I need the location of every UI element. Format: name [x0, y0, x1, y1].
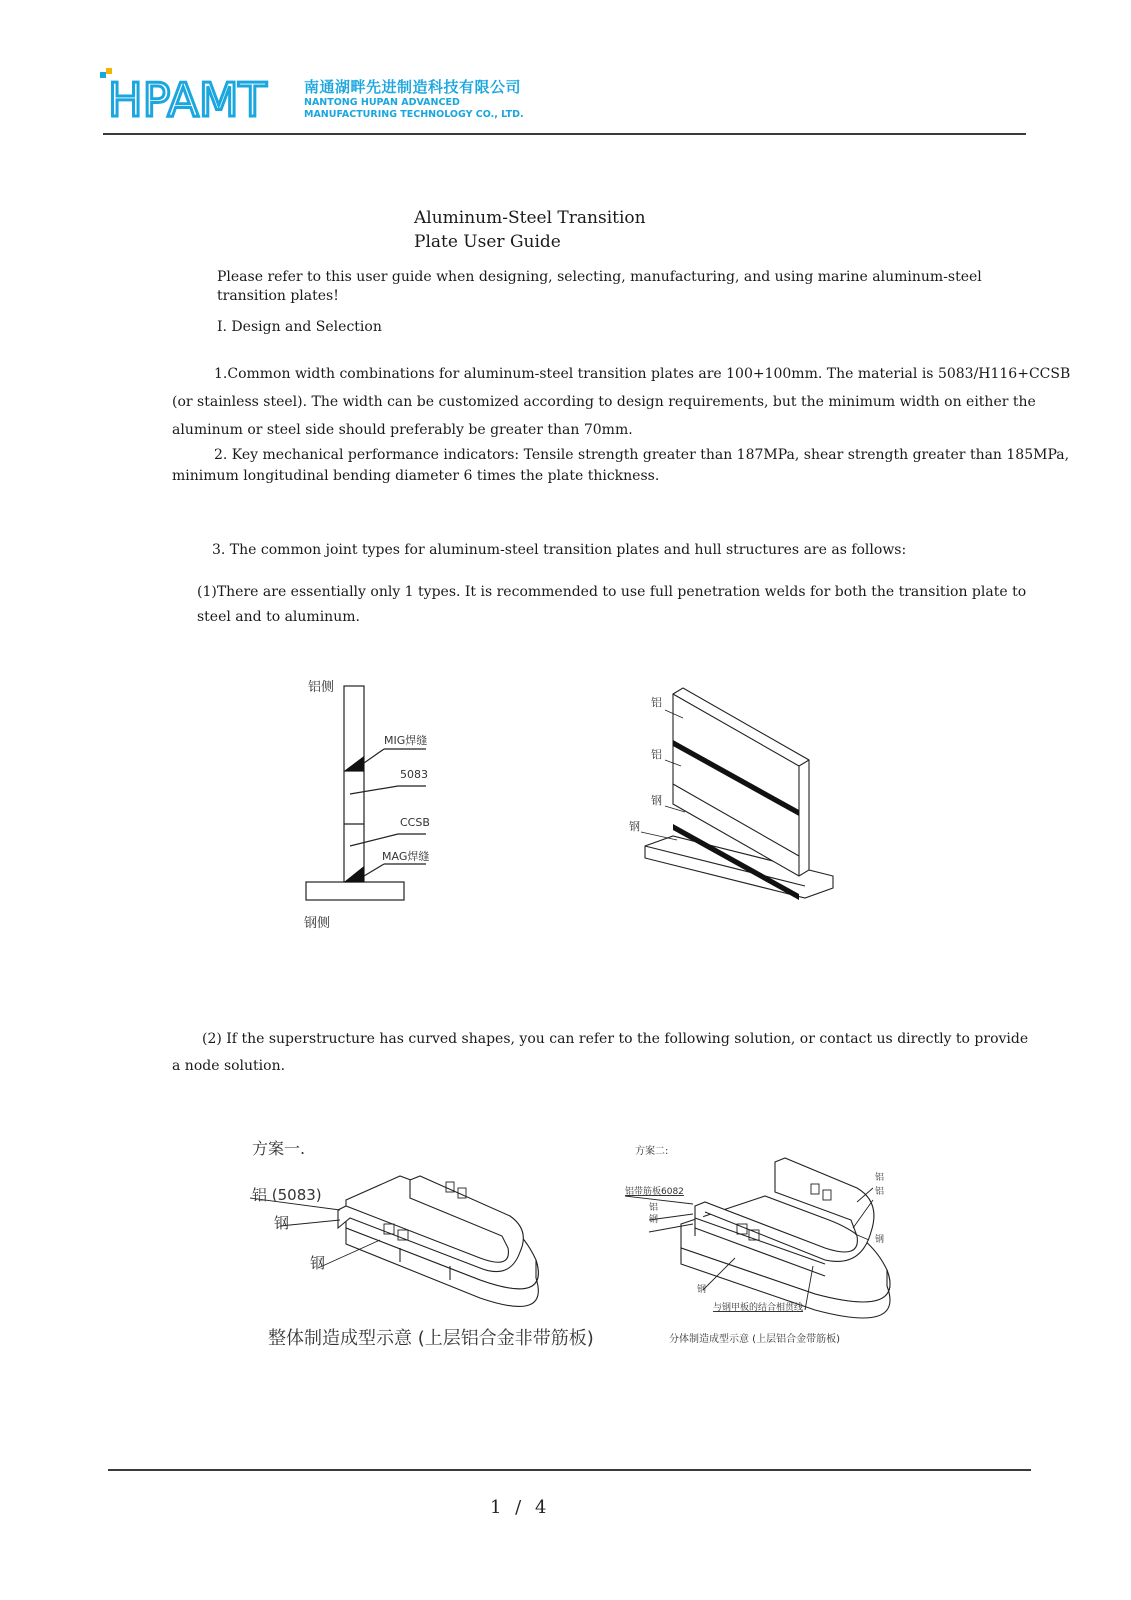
intro-paragraph: Please refer to this user guide when designing, selecting, manufacturing, and using marine aluminum-steel transition plates!	[217, 269, 982, 304]
label-right-al-1: 铝	[875, 1173, 885, 1183]
company-name-en-line1: NANTONG HUPAN ADVANCED	[304, 97, 460, 108]
company-name-cn: 南通湖畔先进制造科技有限公司	[304, 78, 522, 96]
label-steel-upper: 钢	[274, 1214, 290, 1232]
label-steel-side: 钢侧	[304, 916, 331, 931]
scheme-1-caption: 整体制造成型示意 (上层铝合金非带筋板)	[268, 1328, 594, 1349]
label-steel-1: 钢	[651, 794, 662, 807]
title-line-1: Aluminum-Steel Transition	[414, 208, 646, 228]
scheme-1-label: 方案一.	[252, 1139, 306, 1158]
item-1-text: 1.Common width combinations for aluminum-steel transition plates are 100+100mm. The material is 5083/H116+CCSB (or stainless steel). The width can be customized according to design requirements, but the minimum width on either the aluminum or steel side should preferably be greater than 70mm.	[172, 366, 1071, 438]
figure-scheme-1	[250, 1139, 594, 1380]
item-2	[172, 445, 1072, 487]
item-3-2	[172, 1026, 1032, 1080]
section-heading: I. Design and Selection	[217, 319, 382, 335]
label-mag-weld: MAG焊缝	[382, 850, 430, 863]
label-ccsb: CCSB	[400, 816, 430, 829]
label-al-rib-plate: 铝带筋板6082	[625, 1187, 684, 1197]
label-steel-2: 钢	[629, 820, 640, 833]
label-bottom-steel: 钢	[697, 1285, 707, 1295]
label-al-1: 铝	[651, 696, 662, 709]
label-right-steel: 钢	[875, 1235, 885, 1245]
page-number: 1 / 4	[490, 1497, 551, 1518]
scheme-2-caption: 分体制造成型示意 (上层铝合金带筋板)	[669, 1334, 840, 1345]
label-al-side: 铝侧	[308, 680, 335, 695]
figure-isometric-plate	[625, 676, 845, 916]
label-steel-lower: 钢	[310, 1254, 326, 1272]
label-mig-weld: MIG焊缝	[384, 734, 428, 747]
label-al-left: 铝	[649, 1203, 659, 1213]
item-1	[172, 360, 1072, 444]
title-line-2: Plate User Guide	[414, 232, 561, 252]
company-logo	[100, 68, 286, 124]
item-3-1: (1)There are essentially only 1 types. It is recommended to use full penetration welds for both the transition plate to steel and to aluminum.	[197, 584, 1027, 625]
figure-scheme-2	[625, 1140, 915, 1380]
item-2-text: 2. Key mechanical performance indicators: Tensile strength greater than 187MPa, shear strength greater than 185MPa, minimum longitudinal bending diameter 6 times the plate thickness.	[172, 447, 1070, 484]
footer-divider	[108, 1469, 1031, 1471]
header-divider	[103, 133, 1026, 135]
label-intersection-line: 与钢甲板的结合相贯线	[713, 1303, 804, 1313]
label-al-2: 铝	[651, 748, 662, 761]
scheme-2-label: 方案二:	[635, 1146, 669, 1157]
item-3-2-text: (2) If the superstructure has curved shapes, you can refer to the following solution, or contact us directly to provide a node solution.	[172, 1031, 1029, 1074]
company-name-en	[304, 97, 524, 121]
figure-cross-section	[300, 676, 440, 936]
logo-wordmark: HPAMT	[108, 73, 267, 124]
label-steel-left: 钢	[649, 1215, 659, 1225]
company-name-en-line2: MANUFACTURING TECHNOLOGY CO., LTD.	[304, 109, 524, 120]
item-3: 3. The common joint types for aluminum-steel transition plates and hull structures are as follows:	[212, 542, 907, 558]
label-right-al-2: 铝	[875, 1187, 885, 1197]
document-title	[414, 206, 646, 254]
label-5083: 5083	[400, 768, 428, 781]
label-al-5083: 铝 (5083)	[252, 1186, 322, 1204]
